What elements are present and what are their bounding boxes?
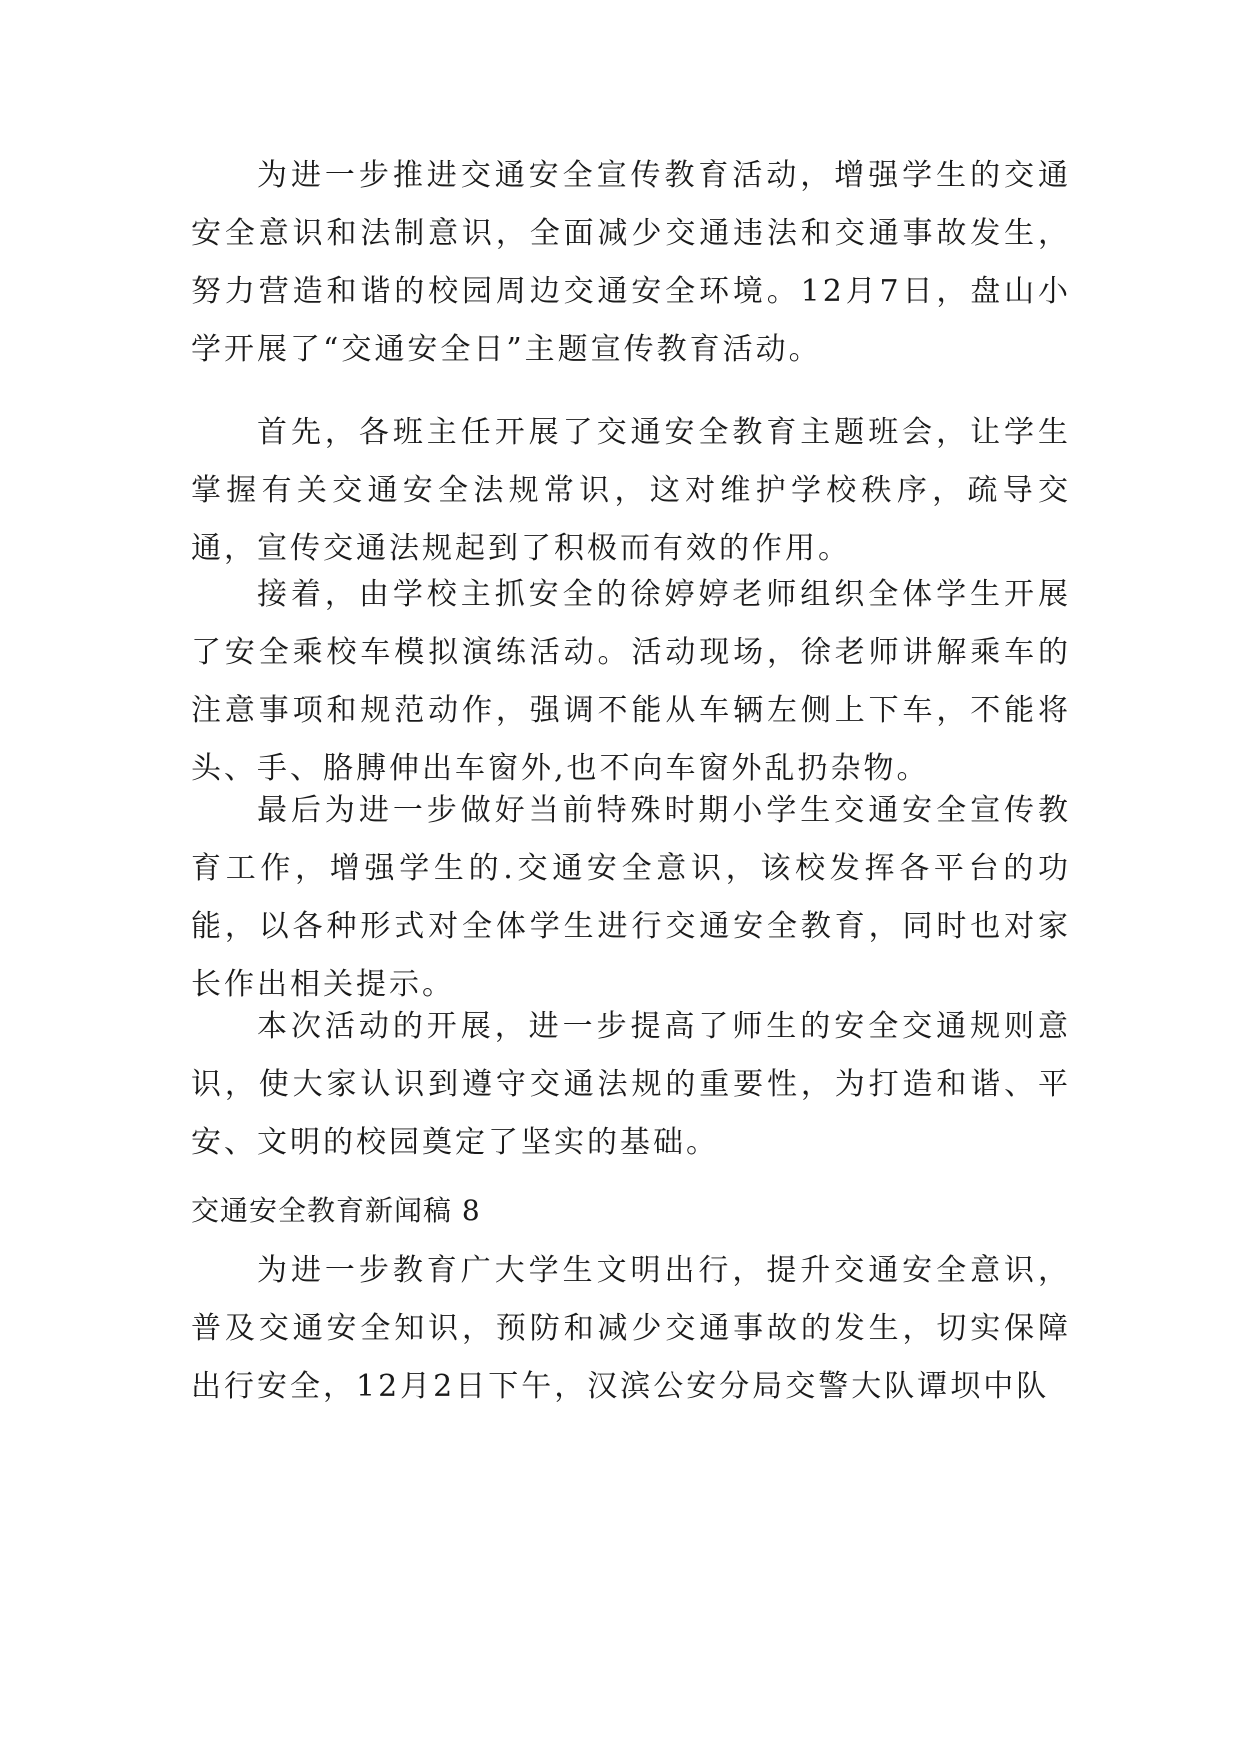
paragraph-block bbox=[191, 147, 1071, 379]
section-heading-block bbox=[191, 1182, 1071, 1240]
paragraph-block bbox=[191, 1242, 1071, 1416]
paragraph: 为进一步推进交通安全宣传教育活动，增强学生的交通安全意识和法制意识，全面减少交通违法和交通事故发生，努力营造和谐的校园周边交通安全环境。12月7日，盘山小学开展了“交通安全日”主题宣传教育活动。 bbox=[191, 158, 1071, 367]
paragraph: 为进一步教育广大学生文明出行，提升交通安全意识，普及交通安全知识，预防和减少交通事故的发生，切实保障出行安全，12月2日下午，汉滨公安分局交警大队谭坝中队 bbox=[191, 1253, 1071, 1404]
paragraph: 本次活动的开展，进一步提高了师生的安全交通规则意识，使大家认识到遵守交通法规的重要性，为打造和谐、平安、文明的校园奠定了坚实的基础。 bbox=[191, 1009, 1071, 1160]
paragraph: 最后为进一步做好当前特殊时期小学生交通安全宣传教育工作，增强学生的.交通安全意识，该校发挥各平台的功能，以各种形式对全体学生进行交通安全教育，同时也对家长作出相关提示。 bbox=[191, 793, 1071, 1002]
paragraph-block bbox=[191, 998, 1071, 1172]
paragraph-block bbox=[191, 404, 1071, 578]
section-title: 交通安全教育新闻稿 8 bbox=[191, 1194, 481, 1227]
paragraph: 首先，各班主任开展了交通安全教育主题班会，让学生掌握有关交通安全法规常识，这对维护学校秩序，疏导交通，宣传交通法规起到了积极而有效的作用。 bbox=[191, 415, 1071, 566]
paragraph-block bbox=[191, 566, 1071, 798]
paragraph: 接着，由学校主抓安全的徐婷婷老师组织全体学生开展了安全乘校车模拟演练活动。活动现场，徐老师讲解乘车的注意事项和规范动作，强调不能从车辆左侧上下车，不能将头、手、胳膊伸出车窗外,也不向车窗外乱扔杂物。 bbox=[191, 577, 1071, 786]
paragraph-block bbox=[191, 782, 1071, 1014]
